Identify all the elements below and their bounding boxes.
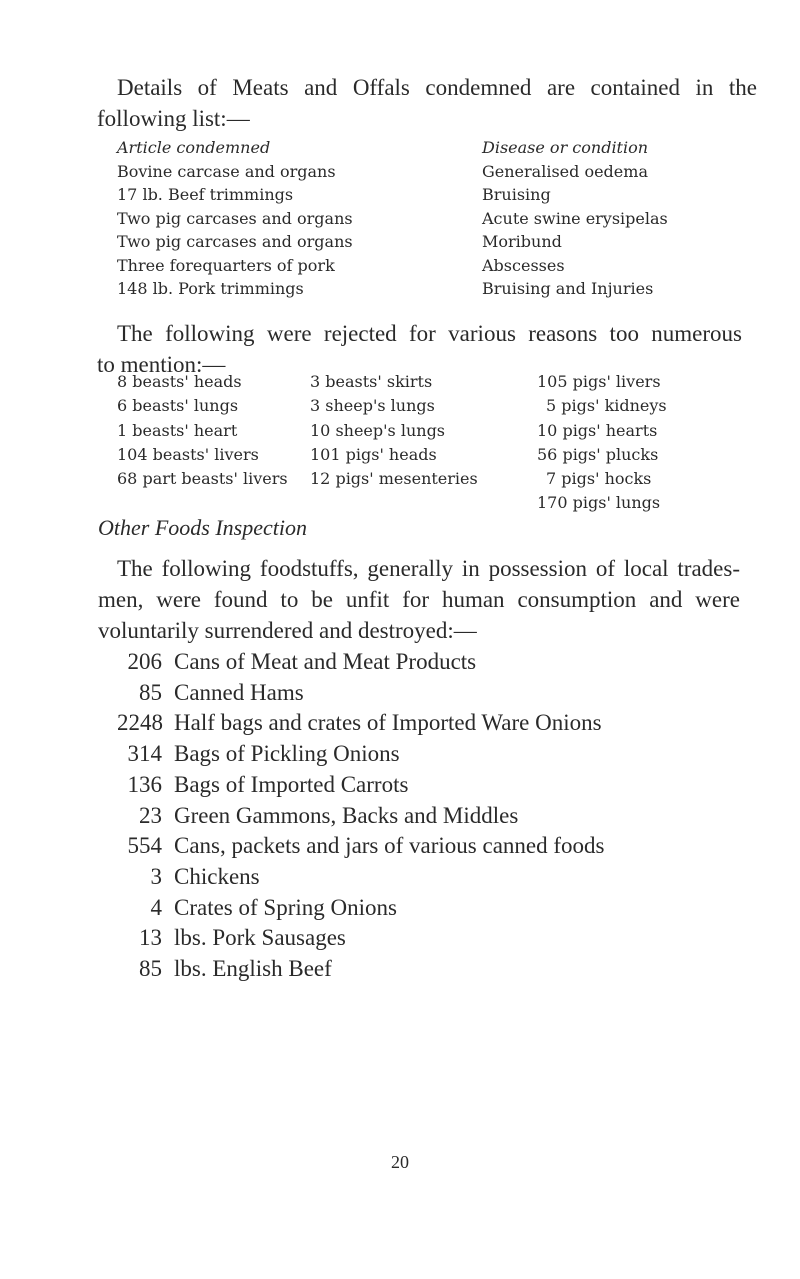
item-description: lbs. English Beef bbox=[174, 956, 332, 982]
disease-cell: Abscesses bbox=[482, 255, 565, 275]
disease-cell: Acute swine erysipelas bbox=[482, 208, 668, 228]
other-foods-paragraph bbox=[98, 553, 740, 646]
foods-list bbox=[117, 647, 717, 985]
rejected-line: to mention:— bbox=[97, 352, 226, 377]
item-quantity: 13 bbox=[139, 925, 162, 951]
page-number: 20 bbox=[391, 1152, 409, 1172]
item-quantity: 85 bbox=[139, 679, 162, 705]
item-quantity: 136 bbox=[127, 771, 162, 797]
list-item bbox=[117, 678, 717, 709]
list-item bbox=[117, 708, 717, 739]
item-description: Canned Hams bbox=[174, 679, 304, 705]
list-item: 56 pigs' plucks bbox=[537, 444, 659, 464]
list-item: 12 pigs' mesenteries bbox=[310, 469, 478, 489]
item-quantity: 554 bbox=[127, 833, 162, 859]
intro-paragraph bbox=[97, 72, 757, 134]
list-item: 10 pigs' hearts bbox=[537, 420, 658, 440]
article-cell: Bovine carcase and organs bbox=[117, 161, 336, 181]
list-item: 105 pigs' livers bbox=[537, 372, 661, 391]
item-quantity: 4 bbox=[150, 894, 162, 920]
list-item bbox=[117, 954, 717, 985]
rejected-line: The following were rejected for various reasons too numerous bbox=[117, 321, 742, 346]
intro-line: Details of Meats and Offals condemned are contained in the bbox=[117, 75, 757, 100]
table-row bbox=[117, 183, 677, 207]
list-item bbox=[117, 923, 717, 954]
item-description: Crates of Spring Onions bbox=[174, 894, 397, 920]
article-cell: 17 lb. Beef trimmings bbox=[117, 185, 294, 204]
item-description: Chickens bbox=[174, 863, 260, 889]
disease-cell: Generalised oedema bbox=[482, 161, 648, 181]
list-item bbox=[117, 831, 717, 862]
list-item: 3 beasts' skirts bbox=[310, 372, 433, 391]
paragraph-line: men, were found to be unfit for human consumption and were bbox=[98, 587, 740, 612]
list-item bbox=[117, 801, 717, 832]
article-cell: 148 lb. Pork trimmings bbox=[117, 279, 304, 298]
item-description: Half bags and crates of Imported Ware Onions bbox=[174, 710, 602, 736]
rejected-column bbox=[310, 370, 478, 491]
list-item: 104 beasts' livers bbox=[117, 444, 259, 464]
disease-cell: Bruising bbox=[482, 185, 551, 204]
list-item: 170 pigs' lungs bbox=[537, 493, 661, 513]
column-header-disease: Disease or condition bbox=[482, 138, 649, 157]
disease-cell: Bruising and Injuries bbox=[482, 279, 654, 298]
intro-line: following list:— bbox=[97, 106, 250, 131]
list-item bbox=[117, 893, 717, 924]
paragraph-line: voluntarily surrendered and destroyed:— bbox=[98, 618, 477, 643]
article-cell: Two pig carcases and organs bbox=[117, 232, 353, 251]
list-item bbox=[117, 770, 717, 801]
item-quantity: 2248 bbox=[117, 710, 163, 736]
list-item bbox=[117, 862, 717, 893]
item-quantity: 314 bbox=[127, 741, 162, 767]
paragraph-line: The following foodstuffs, generally in possession of local trades- bbox=[117, 556, 740, 581]
list-item: 10 sheep's lungs bbox=[310, 420, 446, 440]
list-item: 68 part beasts' livers bbox=[117, 469, 288, 489]
list-item: 8 beasts' heads bbox=[117, 372, 242, 391]
list-item: 6 beasts' lungs bbox=[117, 396, 239, 416]
table-row bbox=[117, 207, 677, 231]
item-quantity: 85 bbox=[139, 956, 162, 982]
condemned-table bbox=[117, 136, 677, 301]
item-quantity: 23 bbox=[139, 802, 162, 828]
list-item: 1 beasts' heart bbox=[117, 420, 238, 440]
item-quantity: 206 bbox=[127, 649, 162, 674]
table-row bbox=[117, 230, 677, 254]
rejected-column bbox=[117, 370, 288, 491]
item-description: Cans, packets and jars of various canned foods bbox=[174, 833, 605, 859]
item-description: Cans of Meat and Meat Products bbox=[174, 649, 477, 674]
item-description: lbs. Pork Sausages bbox=[174, 925, 346, 951]
list-item: 5 pigs' kidneys bbox=[546, 396, 667, 416]
article-cell: Three forequarters of pork bbox=[117, 255, 335, 275]
article-cell: Two pig carcases and organs bbox=[117, 208, 353, 228]
rejected-column bbox=[537, 370, 667, 516]
list-item: 101 pigs' heads bbox=[310, 444, 437, 464]
item-description: Bags of Pickling Onions bbox=[174, 741, 400, 767]
item-quantity: 3 bbox=[150, 863, 162, 889]
column-header-article: Article condemned bbox=[117, 138, 271, 157]
table-row bbox=[117, 254, 677, 278]
condemned-table-header bbox=[117, 136, 677, 160]
item-description: Green Gammons, Backs and Middles bbox=[174, 802, 519, 828]
list-item bbox=[117, 647, 717, 678]
list-item: 3 sheep's lungs bbox=[310, 396, 435, 416]
item-description: Bags of Imported Carrots bbox=[174, 771, 409, 797]
disease-cell: Moribund bbox=[482, 232, 562, 251]
list-item bbox=[117, 739, 717, 770]
list-item: 7 pigs' hocks bbox=[546, 469, 652, 489]
table-row bbox=[117, 277, 677, 301]
table-row bbox=[117, 160, 677, 184]
section-title: Other Foods Inspection bbox=[98, 515, 307, 540]
